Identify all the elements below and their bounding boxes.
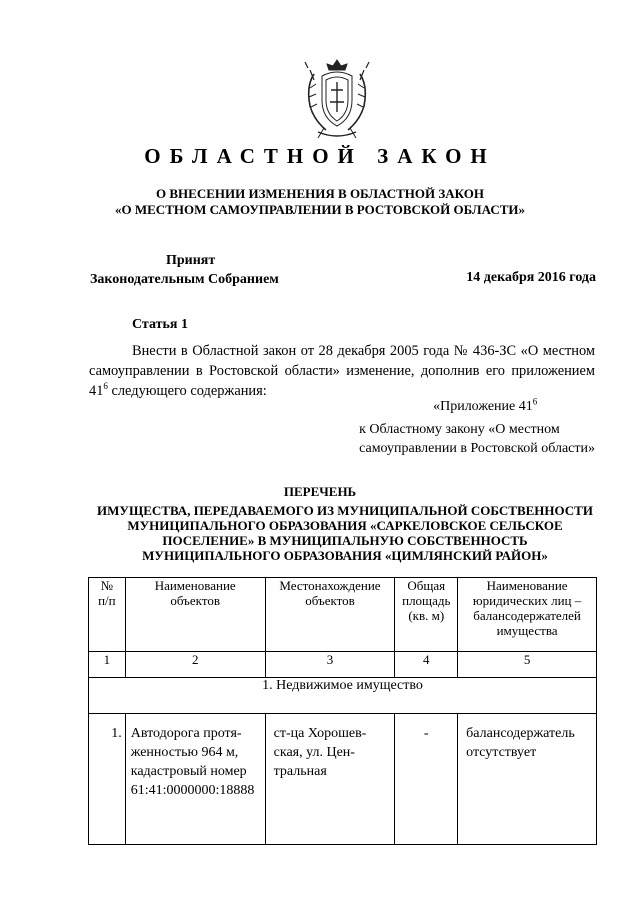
list-subtitle-line: МУНИЦИПАЛЬНОГО ОБРАЗОВАНИЯ «ЦИМЛЯНСКИЙ РАЙОН»: [142, 548, 548, 563]
article-text: [89, 341, 595, 401]
appendix-note: [359, 397, 595, 458]
property-table: [88, 577, 597, 845]
column-number-row: [89, 652, 597, 678]
appendix-line-3: самоуправлении в Ростовской области»: [359, 441, 595, 456]
adopted-by: Законодательным Собранием: [90, 272, 279, 287]
table-header-cell: № п/п: [89, 578, 126, 652]
law-subtitle: [0, 186, 640, 218]
article-sup: 6: [103, 381, 108, 392]
object-name: Автодорога протя- женностью 964 м, кадастровый номер 61:41:0000000:18888: [125, 714, 265, 845]
column-number: 3: [265, 652, 395, 678]
section-title: 1. Недвижимое имущество: [89, 678, 597, 714]
article-text-end: следующего содержания:: [107, 383, 267, 399]
column-number: 4: [395, 652, 458, 678]
table-row: [89, 714, 597, 845]
coat-of-arms-icon: [300, 56, 374, 142]
list-subtitle-line: ПОСЕЛЕНИЕ» В МУНИЦИПАЛЬНУЮ СОБСТВЕННОСТЬ: [162, 533, 528, 548]
adopted-date: 14 декабря 2016 года: [466, 270, 596, 285]
appendix-sup: 6: [532, 396, 538, 407]
article-title: Статья 1: [132, 317, 188, 332]
object-area: -: [395, 714, 458, 845]
column-number: 5: [458, 652, 597, 678]
table-header-cell: Местонахождение объектов: [265, 578, 395, 652]
list-subtitle: [90, 503, 600, 563]
object-location: ст-ца Хорошев- ская, ул. Цен- тральная: [265, 714, 395, 845]
column-number: 1: [89, 652, 126, 678]
list-subtitle-line: МУНИЦИПАЛЬНОГО ОБРАЗОВАНИЯ «САРКЕЛОВСКОЕ СЕЛЬСКОЕ: [127, 518, 563, 533]
list-title: ПЕРЕЧЕНЬ: [283, 484, 357, 499]
appendix-line-2: к Областному закону «О местном: [359, 422, 560, 437]
table-header-row: [89, 578, 597, 652]
subtitle-line-1: О ВНЕСЕНИИ ИЗМЕНЕНИЯ В ОБЛАСТНОЙ ЗАКОН: [156, 186, 484, 201]
adopted-block: [90, 251, 279, 289]
section-row: [89, 678, 597, 714]
law-title: ОБЛАСТНОЙ ЗАКОН: [144, 144, 496, 168]
column-number: 2: [125, 652, 265, 678]
appendix-label: «Приложение 41: [433, 399, 533, 414]
table-header-cell: Наименование объектов: [125, 578, 265, 652]
adopted-label: Принят: [166, 253, 216, 268]
subtitle-line-2: «О МЕСТНОМ САМОУПРАВЛЕНИИ В РОСТОВСКОЙ ОБЛАСТИ»: [115, 202, 525, 217]
table-header-cell: Общая площадь (кв. м): [395, 578, 458, 652]
list-subtitle-line: ИМУЩЕСТВА, ПЕРЕДАВАЕМОГО ИЗ МУНИЦИПАЛЬНОЙ СОБСТВЕННОСТИ: [97, 503, 593, 518]
article-text-main: Внести в Областной закон от 28 декабря 2005 года № 436-ЗС «О местном самоуправлении в Ростовской области» изменение, дополнив его приложением 41: [89, 343, 595, 399]
balance-holder: балансодержатель отсутствует: [458, 714, 597, 845]
row-number: 1.: [89, 714, 126, 845]
table-header-cell: Наименование юридических лиц – балансодержателей имущества: [458, 578, 597, 652]
